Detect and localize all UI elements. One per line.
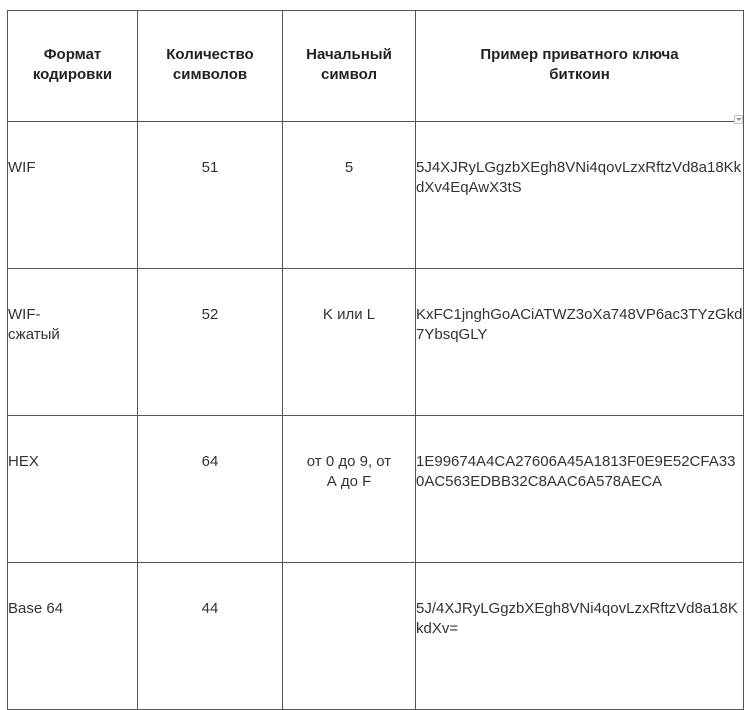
cell-example: 5J/4XJRyLGgzbXEgh8VNi4qovLzxRftzVd8a18KkdXv= [416,563,744,710]
table-row [8,563,744,710]
encoding-table-frame [7,10,743,637]
table-row [8,122,744,269]
encoding-table [7,10,744,710]
table-row [8,269,744,416]
cell-format: Base 64 [8,563,138,710]
header-example: Пример приватного ключа биткоин [416,11,744,122]
cell-count: 44 [138,563,283,710]
cell-example: KxFC1jnghGoACiATWZ3oXa748VP6ac3TYzGkd7YbsqGLY [416,269,744,416]
cell-start: от 0 до 9, от А до F [283,416,416,563]
cell-start [283,563,416,710]
table-header-row [8,11,744,122]
cell-start: 5 [283,122,416,269]
cell-count: 64 [138,416,283,563]
cell-start: K или L [283,269,416,416]
cell-count: 51 [138,122,283,269]
cell-format: HEX [8,416,138,563]
cell-count: 52 [138,269,283,416]
cell-format: WIF- сжатый [8,269,138,416]
cell-example: 1E99674A4CA27606A45A1813F0E9E52CFA330AC563EDBB32C8AAC6A578AECA [416,416,744,563]
header-format: Формат кодировки [8,11,138,122]
header-start: Начальный символ [283,11,416,122]
cell-format: WIF [8,122,138,269]
cell-example: 5J4XJRyLGgzbXEgh8VNi4qovLzxRftzVd8a18KkdXv4EqAwX3tS [416,122,744,269]
chevron-down-icon[interactable] [734,115,743,124]
table-row [8,416,744,563]
header-count: Количество символов [138,11,283,122]
